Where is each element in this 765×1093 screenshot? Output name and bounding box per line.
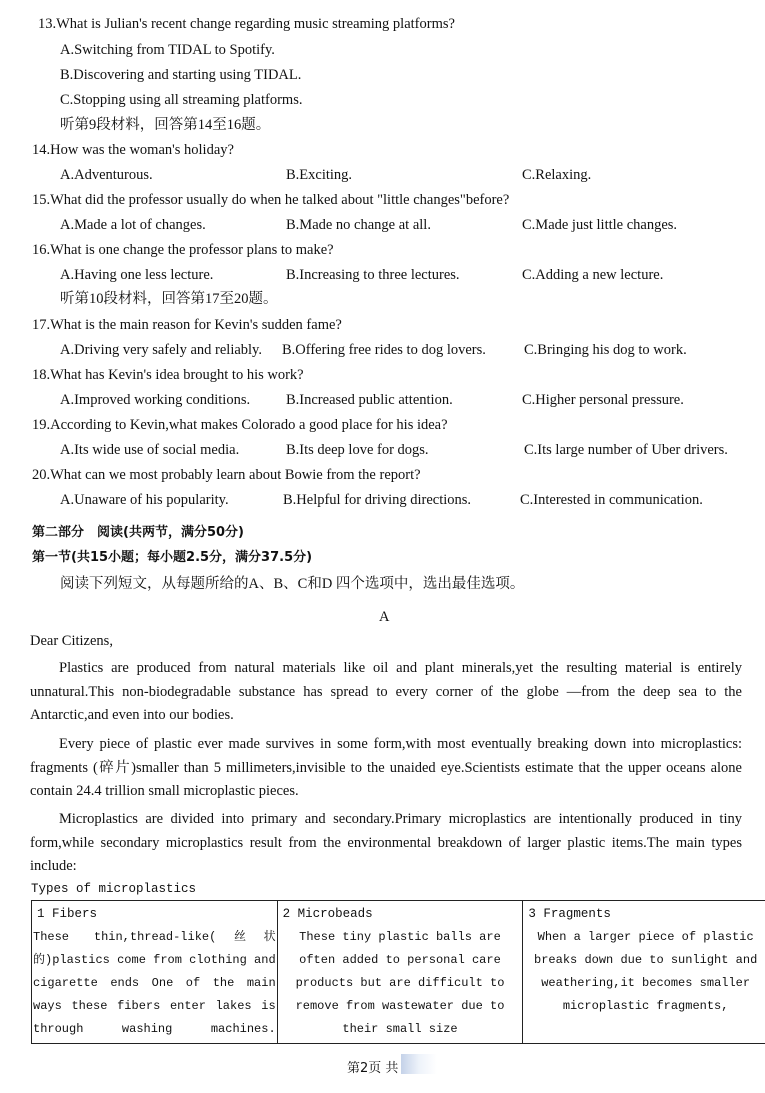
table-cell-fragments bbox=[523, 901, 765, 1044]
question-20: 20.What can we most probably learn about Bowie from the report? bbox=[32, 467, 421, 483]
question-17: 17.What is the main reason for Kevin's sudden fame? bbox=[32, 317, 342, 333]
option-18a: A.Improved working conditions. bbox=[60, 392, 251, 408]
paragraph-1: Plastics are produced from natural materials like oil and plant minerals,yet the resulting material is entirely unnatural.This non-biodegradable substance has spread to every corner of the globe —from the deep sea to the Antarctic,and even into our bodies. bbox=[30, 660, 742, 723]
instruction-section10: 听第10段材料，回答第17至20题。 bbox=[60, 291, 278, 307]
option-15c: C.Made just little changes. bbox=[522, 217, 678, 233]
option-14a: A.Adventurous. bbox=[60, 167, 153, 183]
option-17a: A.Driving very safely and reliably. bbox=[60, 342, 262, 358]
question-15: 15.What did the professor usually do when he talked about "little changes"before? bbox=[32, 192, 510, 208]
cell-heading: 2 Microbeads bbox=[282, 907, 373, 921]
part2-directions: 阅读下列短文，从每题所给的A、B、C和D 四个选项中，选出最佳选项。 bbox=[60, 576, 525, 592]
option-18c: C.Higher personal pressure. bbox=[522, 392, 684, 408]
table-cell-microbeads bbox=[277, 901, 523, 1044]
question-18: 18.What has Kevin's idea brought to his work? bbox=[32, 367, 304, 383]
option-14c: C.Relaxing. bbox=[522, 167, 592, 183]
part2-subtitle: 第一节(共15小题；每小题2.5分，满分37.5分) bbox=[32, 550, 313, 565]
page-number: 第2页 共 bbox=[347, 1061, 399, 1076]
option-13b: B.Discovering and starting using TIDAL. bbox=[60, 67, 302, 83]
option-17c: C.Bringing his dog to work. bbox=[524, 342, 687, 358]
question-14: 14.How was the woman's holiday? bbox=[32, 142, 234, 158]
option-15a: A.Made a lot of changes. bbox=[60, 217, 206, 233]
option-20c: C.Interested in communication. bbox=[520, 492, 703, 508]
watermark-smudge bbox=[401, 1054, 437, 1074]
option-18b: B.Increased public attention. bbox=[286, 392, 453, 408]
option-20a: A.Unaware of his popularity. bbox=[60, 492, 229, 508]
question-16: 16.What is one change the professor plans to make? bbox=[32, 242, 334, 258]
greeting: Dear Citizens, bbox=[30, 633, 113, 649]
option-17b: B.Offering free rides to dog lovers. bbox=[282, 342, 486, 358]
cell-body: These thin,thread-like(丝状的)plastics come from clothing and cigarette ends One of the main ways these fibers enter lakes is through washing machines. bbox=[33, 930, 276, 1036]
question-13: 13.What is Julian's recent change regarding music streaming platforms? bbox=[38, 16, 455, 32]
option-13a: A.Switching from TIDAL to Spotify. bbox=[60, 42, 275, 58]
cell-body: These tiny plastic balls are often added to personal care products but are difficult to remove from wastewater due to their small size bbox=[295, 930, 505, 1036]
cell-heading: 3 Fragments bbox=[528, 907, 611, 921]
paragraph-3: Microplastics are divided into primary and secondary.Primary microplastics are intentionally produced in tiny form,while secondary microplastics result from the environmental breakdown of larger plastic items.The main types include: bbox=[30, 811, 742, 874]
paragraph-2: Every piece of plastic ever made survives in some form,with most eventually breaking down into microplastics: fragments (碎片)smaller than 5 millimeters,invisible to the unaided eye.Scientists estimate that the upper oceans alone contain 24.4 trillion small microplastic pieces. bbox=[30, 736, 742, 799]
option-20b: B.Helpful for driving directions. bbox=[283, 492, 472, 508]
option-13c: C.Stopping using all streaming platforms. bbox=[60, 92, 303, 108]
microplastics-table bbox=[31, 900, 765, 1044]
option-19b: B.Its deep love for dogs. bbox=[286, 442, 429, 458]
table-caption: Types of microplastics bbox=[31, 882, 197, 896]
part2-title: 第二部分 阅读(共两节，满分50分) bbox=[32, 525, 244, 540]
cell-body: When a larger piece of plastic breaks down due to sunlight and weathering,it becomes smaller microplastic fragments, bbox=[534, 930, 758, 1013]
option-19a: A.Its wide use of social media. bbox=[60, 442, 240, 458]
option-15b: B.Made no change at all. bbox=[286, 217, 431, 233]
option-16c: C.Adding a new lecture. bbox=[522, 267, 664, 283]
option-16a: A.Having one less lecture. bbox=[60, 267, 214, 283]
option-19c: C.Its large number of Uber drivers. bbox=[524, 442, 728, 458]
question-19: 19.According to Kevin,what makes Colorado a good place for his idea? bbox=[32, 417, 448, 433]
passage-label: A bbox=[379, 609, 390, 625]
cell-heading: 1 Fibers bbox=[37, 907, 98, 921]
table-cell-fibers bbox=[32, 901, 278, 1044]
option-14b: B.Exciting. bbox=[286, 167, 353, 183]
instruction-section9: 听第9段材料，回答第14至16题。 bbox=[60, 117, 271, 133]
option-16b: B.Increasing to three lectures. bbox=[286, 267, 460, 283]
